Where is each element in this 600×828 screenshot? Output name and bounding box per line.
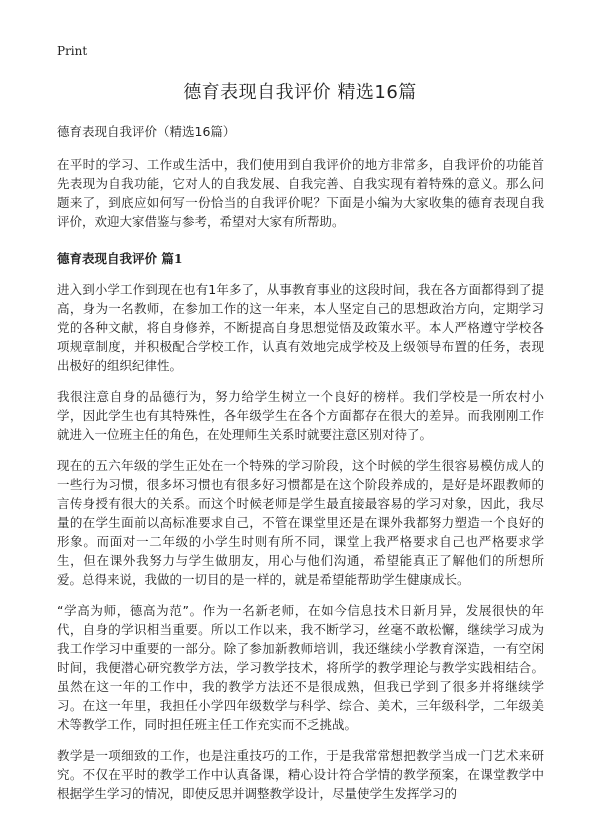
print-link[interactable]: Print xyxy=(57,44,88,58)
document-subtitle: 德育表现自我评价（精选16篇） xyxy=(57,124,236,139)
page-title: 德育表现自我评价 精选16篇 xyxy=(183,82,417,103)
body-paragraph: 教学是一项细致的工作，也是注重技巧的工作，于是我常常想把教学当成一门艺术来研究。不仅在平时的教学工作中认真备课，精心设计符合学情的教学预案，在课堂教学中根据学生学习的情况，即使反思并调整教学设计，尽量使学生发挥学习的 xyxy=(57,748,544,801)
body-paragraph: 进入到小学工作到现在也有1年多了，从事教育事业的这段时间，我在各方面都得到了提高，身为一名教师，在参加工作的这一年来，本人坚定自己的思想政治方向，定期学习党的各种文献，将自身修养，不断提高自身思想觉悟及政策水平。本人严格遵守学校各项规章制度，并积极配合学校工作，认真有效地完成学校及上级领导布置的任务，表现出极好的组织纪律性。 xyxy=(57,282,544,373)
intro-paragraph: 在平时的学习、工作或生活中，我们使用到自我评价的地方非常多，自我评价的功能首先表现为自我功能，它对人的自我发展、自我完善、自我实现有着特殊的意义。那么问题来了，到底应如何写一份恰当的自我评价呢？下面是小编为大家收集的德育表现自我评价，欢迎大家借鉴与参考，希望对大家有所帮助。 xyxy=(57,157,544,229)
body-paragraph: “学高为师，德高为范”。作为一名新老师，在如今信息技术日新月异，发展很快的年代，自身的学识相当重要。所以工作以来，我不断学习，丝毫不敢松懈，继续学习成为我工作学习中重要的一部分。除了参加新教师培训，我还继续小学教育深造，一有空闲时间，我便潜心研究教学方法，学习教学技术，将所学的教学理论与教学实践相结合。虽然在这一年的工作中，我的教学方法还不是很成熟，但我已学到了很多并将继续学习。在这一年里，我担任小学四年级数学与科学、综合、美术，三年级科学，二年级美术等教学工作，同时担任班主任工作充实而不乏挑战。 xyxy=(57,603,544,732)
document-body xyxy=(57,122,544,815)
body-paragraph: 我很注意自身的品德行为，努力给学生树立一个良好的榜样。我们学校是一所农村小学，因此学生也有其特殊性，各年级学生在各个方面都存在很大的差异。而我刚刚工作就进入一位班主任的角色，在处理师生关系时就要注意区别对待了。 xyxy=(57,389,544,442)
body-paragraph: 现在的五六年级的学生正处在一个特殊的学习阶段，这个时候的学生很容易模仿成人的一些行为习惯，很多坏习惯也有很多好习惯都是在这个阶段养成的，是好是坏跟教师的言传身授有很大的关系。而这个时候老师是学生最直接最容易的学习对象，因此，我尽量的在学生面前以高标准要求自己，不管在课堂里还是在课外我都努力塑造一个良好的形象。而面对一二年级的小学生时则有所不同，课堂上我严格要求自己也严格要求学生，但在课外我努力与学生做朋友，用心与他们沟通，希望能真正了解他们的所想所爱。总得来说，我做的一切目的是一样的，就是希望能帮助学生健康成长。 xyxy=(57,458,544,587)
section-heading: 德育表现自我评价 篇1 xyxy=(57,251,183,266)
